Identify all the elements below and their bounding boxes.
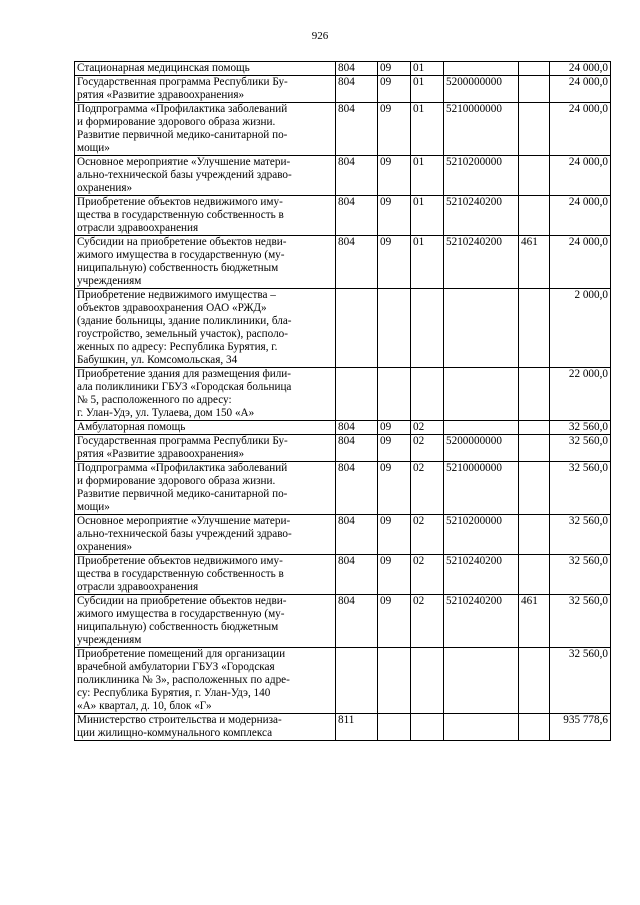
cell-expense-type: [519, 648, 550, 714]
cell-subsection: 02: [411, 555, 444, 595]
cell-ministry-code: 811: [336, 714, 378, 741]
cell-target-article: 5210240200: [444, 595, 519, 648]
cell-subsection: 02: [411, 462, 444, 515]
cell-target-article: 5210000000: [444, 103, 519, 156]
cell-section: 09: [378, 462, 411, 515]
cell-amount: 32 560,0: [550, 555, 611, 595]
cell-ministry-code: 804: [336, 435, 378, 462]
cell-subsection: 02: [411, 595, 444, 648]
cell-target-article: 5210240200: [444, 236, 519, 289]
cell-subsection: 01: [411, 103, 444, 156]
cell-ministry-code: 804: [336, 76, 378, 103]
table-row: [75, 435, 611, 462]
table-row: [75, 595, 611, 648]
cell-name: Государственная программа Республики Бу- рятия «Развитие здравоохранения»: [75, 435, 336, 462]
cell-name: Основное мероприятие «Улучшение матери- ально-технической базы учреждений здраво- охранения»: [75, 515, 336, 555]
cell-ministry-code: 804: [336, 156, 378, 196]
cell-section: [378, 289, 411, 368]
cell-amount: 22 000,0: [550, 368, 611, 421]
cell-amount: 32 560,0: [550, 648, 611, 714]
cell-target-article: [444, 62, 519, 76]
table-row: [75, 421, 611, 435]
cell-subsection: 01: [411, 62, 444, 76]
cell-ministry-code: [336, 368, 378, 421]
cell-ministry-code: 804: [336, 421, 378, 435]
cell-target-article: [444, 368, 519, 421]
cell-ministry-code: 804: [336, 196, 378, 236]
cell-subsection: 01: [411, 76, 444, 103]
cell-section: [378, 714, 411, 741]
cell-name: Стационарная медицинская помощь: [75, 62, 336, 76]
cell-expense-type: [519, 289, 550, 368]
table-row: [75, 515, 611, 555]
cell-target-article: 5210200000: [444, 156, 519, 196]
cell-amount: 32 560,0: [550, 595, 611, 648]
cell-section: 09: [378, 515, 411, 555]
cell-ministry-code: 804: [336, 103, 378, 156]
cell-amount: 24 000,0: [550, 156, 611, 196]
cell-target-article: 5210240200: [444, 555, 519, 595]
cell-name: Приобретение недвижимого имущества – объектов здравоохранения ОАО «РЖД» (здание больницы, здание поликлиники, бла- гоустройство, земельный участок), располо- женных по адресу: Республика Бурятия, г. Бабушкин, ул. Комсомольская, 34: [75, 289, 336, 368]
cell-name: Субсидии на приобретение объектов недви- жимого имущества в государственную (му- ниципальную) собственность бюджетным учреждениям: [75, 236, 336, 289]
cell-amount: 32 560,0: [550, 421, 611, 435]
cell-target-article: [444, 714, 519, 741]
cell-name: Подпрограмма «Профилактика заболеваний и формирование здорового образа жизни. Развитие первичной медико-санитарной по- мощи»: [75, 462, 336, 515]
cell-ministry-code: 804: [336, 462, 378, 515]
cell-subsection: 01: [411, 156, 444, 196]
table-row: [75, 462, 611, 515]
cell-ministry-code: 804: [336, 62, 378, 76]
cell-section: 09: [378, 103, 411, 156]
cell-amount: 32 560,0: [550, 462, 611, 515]
cell-subsection: 02: [411, 435, 444, 462]
cell-target-article: 5200000000: [444, 76, 519, 103]
cell-expense-type: [519, 435, 550, 462]
cell-name: Основное мероприятие «Улучшение матери- ально-технической базы учреждений здраво- охранения»: [75, 156, 336, 196]
cell-expense-type: [519, 462, 550, 515]
cell-amount: 24 000,0: [550, 103, 611, 156]
cell-expense-type: [519, 368, 550, 421]
cell-name: Субсидии на приобретение объектов недви- жимого имущества в государственную (му- ниципальную) собственность бюджетным учреждениям: [75, 595, 336, 648]
table-row: [75, 62, 611, 76]
cell-target-article: 5200000000: [444, 435, 519, 462]
table-row: [75, 196, 611, 236]
cell-subsection: 01: [411, 196, 444, 236]
cell-target-article: 5210000000: [444, 462, 519, 515]
table-row: [75, 156, 611, 196]
cell-name: Амбулаторная помощь: [75, 421, 336, 435]
table-row: [75, 289, 611, 368]
cell-amount: 32 560,0: [550, 435, 611, 462]
cell-expense-type: 461: [519, 595, 550, 648]
table-row: [75, 714, 611, 741]
table-row: [75, 648, 611, 714]
cell-section: [378, 368, 411, 421]
cell-name: Приобретение здания для размещения фили- ала поликлиники ГБУЗ «Городская больница № 5, расположенного по адресу: г. Улан-Удэ, ул. Тулаева, дом 150 «А»: [75, 368, 336, 421]
table-row: [75, 555, 611, 595]
cell-subsection: 02: [411, 515, 444, 555]
table-row: [75, 236, 611, 289]
budget-table: [74, 61, 611, 741]
cell-name: Министерство строительства и модерниза- ции жилищно-коммунального комплекса: [75, 714, 336, 741]
cell-section: 09: [378, 62, 411, 76]
cell-ministry-code: [336, 648, 378, 714]
cell-expense-type: 461: [519, 236, 550, 289]
cell-amount: 24 000,0: [550, 62, 611, 76]
cell-target-article: 5210200000: [444, 515, 519, 555]
cell-amount: 935 778,6: [550, 714, 611, 741]
cell-name: Подпрограмма «Профилактика заболеваний и формирование здорового образа жизни. Развитие первичной медико-санитарной по- мощи»: [75, 103, 336, 156]
cell-subsection: [411, 289, 444, 368]
cell-expense-type: [519, 62, 550, 76]
cell-expense-type: [519, 196, 550, 236]
cell-section: 09: [378, 435, 411, 462]
cell-name: Приобретение помещений для организации врачебной амбулатории ГБУЗ «Городская поликлиника № 3», расположенных по адре- су: Республика Бурятия, г. Улан-Удэ, 140 «А» квартал, д. 10, блок «Г»: [75, 648, 336, 714]
cell-section: 09: [378, 76, 411, 103]
cell-section: 09: [378, 196, 411, 236]
cell-amount: 2 000,0: [550, 289, 611, 368]
cell-target-article: [444, 648, 519, 714]
cell-target-article: [444, 289, 519, 368]
cell-section: 09: [378, 555, 411, 595]
cell-target-article: [444, 421, 519, 435]
table-row: [75, 76, 611, 103]
cell-name: Государственная программа Республики Бу- рятия «Развитие здравоохранения»: [75, 76, 336, 103]
cell-expense-type: [519, 156, 550, 196]
cell-expense-type: [519, 515, 550, 555]
page-number: 926: [311, 30, 329, 42]
cell-expense-type: [519, 103, 550, 156]
cell-amount: 24 000,0: [550, 196, 611, 236]
cell-expense-type: [519, 421, 550, 435]
cell-ministry-code: 804: [336, 555, 378, 595]
cell-subsection: [411, 648, 444, 714]
budget-table-body: [75, 62, 611, 741]
cell-subsection: [411, 714, 444, 741]
cell-section: 09: [378, 156, 411, 196]
cell-ministry-code: 804: [336, 595, 378, 648]
cell-amount: 24 000,0: [550, 236, 611, 289]
cell-ministry-code: [336, 289, 378, 368]
cell-subsection: 01: [411, 236, 444, 289]
cell-name: Приобретение объектов недвижимого иму- щества в государственную собственность в отрасли здравоохранения: [75, 555, 336, 595]
cell-amount: 24 000,0: [550, 76, 611, 103]
cell-subsection: [411, 368, 444, 421]
cell-name: Приобретение объектов недвижимого иму- щества в государственную собственность в отрасли здравоохранения: [75, 196, 336, 236]
table-row: [75, 103, 611, 156]
cell-target-article: 5210240200: [444, 196, 519, 236]
cell-amount: 32 560,0: [550, 515, 611, 555]
cell-expense-type: [519, 555, 550, 595]
cell-expense-type: [519, 76, 550, 103]
cell-section: 09: [378, 236, 411, 289]
cell-section: [378, 648, 411, 714]
cell-section: 09: [378, 595, 411, 648]
cell-subsection: 02: [411, 421, 444, 435]
cell-ministry-code: 804: [336, 515, 378, 555]
cell-ministry-code: 804: [336, 236, 378, 289]
cell-expense-type: [519, 714, 550, 741]
table-row: [75, 368, 611, 421]
cell-section: 09: [378, 421, 411, 435]
